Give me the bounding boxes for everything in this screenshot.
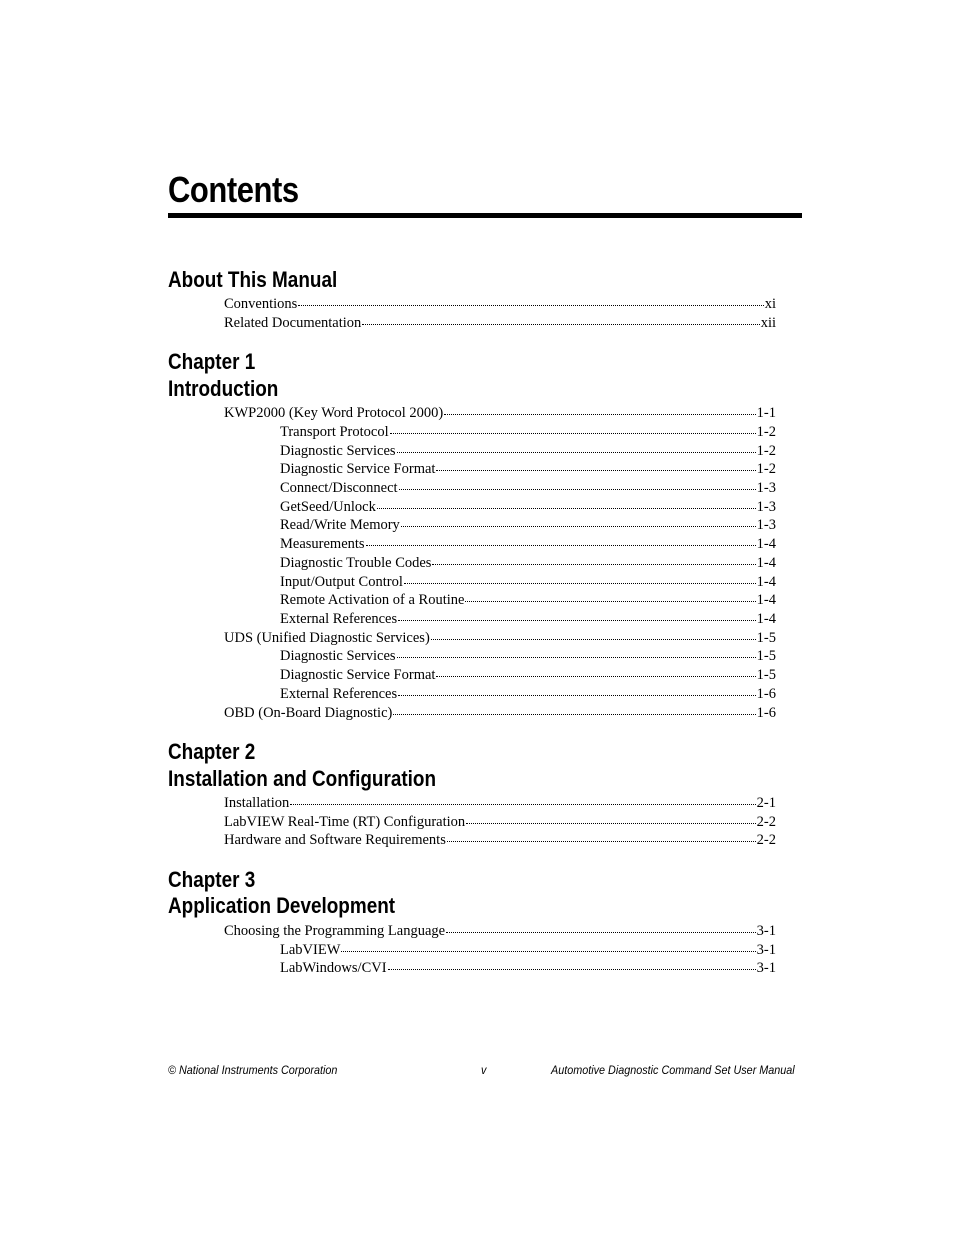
dot-leader — [398, 610, 756, 621]
toc-entry-title: LabVIEW Real-Time (RT) Configuration — [224, 814, 466, 830]
toc-entry-title: Measurements — [280, 536, 365, 552]
dot-leader — [298, 295, 763, 306]
toc-entry-title: LabVIEW — [280, 942, 341, 958]
toc-entry[interactable] — [224, 813, 776, 831]
toc-entry-page: 1-4 — [756, 555, 776, 571]
toc-entry[interactable] — [224, 794, 776, 812]
toc-entry[interactable] — [280, 479, 776, 497]
footer-manual-title: Automotive Diagnostic Command Set User Manual — [551, 1063, 795, 1077]
dot-leader — [366, 535, 756, 546]
toc-entry[interactable] — [280, 442, 776, 460]
dot-leader — [436, 666, 755, 677]
toc-entry-page: xi — [764, 296, 776, 312]
toc-entry-title: Read/Write Memory — [280, 517, 400, 533]
dot-leader — [377, 498, 756, 509]
toc-entry-title: KWP2000 (Key Word Protocol 2000) — [224, 405, 444, 421]
toc-entry-title: Hardware and Software Requirements — [224, 832, 446, 848]
toc-entry-title: UDS (Unified Diagnostic Services) — [224, 630, 430, 646]
toc-entry[interactable] — [280, 498, 776, 516]
dot-leader — [447, 831, 756, 842]
page-title: Contents — [168, 169, 299, 210]
title-rule — [168, 213, 802, 218]
toc-entry[interactable] — [280, 959, 776, 977]
toc-entry-page: 3-1 — [756, 942, 776, 958]
toc-entry[interactable] — [224, 704, 776, 722]
toc-entry-page: 3-1 — [756, 960, 776, 976]
toc-entry-page: 1-2 — [756, 424, 776, 440]
toc-entry-page: 1-6 — [756, 705, 776, 721]
chapter-label-3: Chapter 3 — [168, 867, 256, 892]
section-heading-about-this-manual: About This Manual — [168, 267, 338, 292]
toc-entry-page: 1-5 — [756, 630, 776, 646]
toc-entry-page: 1-3 — [756, 480, 776, 496]
dot-leader — [397, 442, 756, 453]
toc-entry[interactable] — [280, 423, 776, 441]
footer-copyright: © National Instruments Corporation — [168, 1063, 338, 1077]
footer-page-number: v — [481, 1063, 487, 1077]
toc-entry-title: Diagnostic Service Format — [280, 461, 436, 477]
toc-entry-page: 1-1 — [756, 405, 776, 421]
dot-leader — [444, 404, 755, 415]
toc-entry-page: 1-4 — [756, 592, 776, 608]
chapter-label-1: Chapter 1 — [168, 349, 256, 374]
chapter-label-2: Chapter 2 — [168, 739, 256, 764]
toc-entry-page: 2-2 — [756, 814, 776, 830]
toc-entry[interactable] — [280, 460, 776, 478]
dot-leader — [393, 704, 755, 715]
dot-leader — [401, 516, 756, 527]
toc-entry-title: Diagnostic Services — [280, 443, 396, 459]
chapter-title-application: Application Development — [168, 893, 396, 918]
toc-entry-title: OBD (On-Board Diagnostic) — [224, 705, 393, 721]
dot-leader — [397, 647, 756, 658]
toc-entry-page: 3-1 — [756, 923, 776, 939]
toc-entry[interactable] — [280, 591, 776, 609]
toc-entry[interactable] — [224, 831, 776, 849]
toc-entry-title: GetSeed/Unlock — [280, 499, 376, 515]
dot-leader — [399, 479, 756, 490]
dot-leader — [466, 813, 756, 824]
toc-entry-page: 1-3 — [756, 517, 776, 533]
toc-entry[interactable] — [280, 554, 776, 572]
toc-entry-title: External References — [280, 686, 398, 702]
dot-leader — [390, 423, 756, 434]
toc-entry-title: Connect/Disconnect — [280, 480, 398, 496]
dot-leader — [404, 573, 756, 584]
dot-leader — [465, 591, 755, 602]
dot-leader — [362, 314, 759, 325]
toc-entry[interactable] — [280, 573, 776, 591]
toc-entry-page: 1-5 — [756, 667, 776, 683]
toc-entry-page: 1-4 — [756, 574, 776, 590]
toc-entry[interactable] — [224, 314, 776, 332]
toc-entry-page: 1-2 — [756, 443, 776, 459]
toc-entry-page: 2-2 — [756, 832, 776, 848]
toc-entry-page: 1-2 — [756, 461, 776, 477]
toc-entry-page: 1-3 — [756, 499, 776, 515]
toc-entry-title: Choosing the Programming Language — [224, 923, 446, 939]
toc-entry[interactable] — [280, 647, 776, 665]
toc-entry-title: Input/Output Control — [280, 574, 403, 590]
dot-leader — [388, 959, 756, 970]
toc-entry-page: 1-6 — [756, 686, 776, 702]
toc-entry-page: 1-5 — [756, 648, 776, 664]
toc-entry[interactable] — [224, 295, 776, 313]
dot-leader — [341, 941, 755, 952]
dot-leader — [446, 922, 756, 933]
dot-leader — [290, 794, 755, 805]
toc-entry-title: Related Documentation — [224, 315, 362, 331]
toc-entry-title: Conventions — [224, 296, 298, 312]
toc-entry-page: 2-1 — [756, 795, 776, 811]
toc-entry[interactable] — [224, 404, 776, 422]
toc-entry-title: Transport Protocol — [280, 424, 389, 440]
toc-entry[interactable] — [280, 535, 776, 553]
toc-entry[interactable] — [224, 629, 776, 647]
toc-entry-title: Diagnostic Trouble Codes — [280, 555, 432, 571]
toc-entry-title: External References — [280, 611, 398, 627]
toc-entry-page: 1-4 — [756, 611, 776, 627]
toc-entry[interactable] — [280, 610, 776, 628]
dot-leader — [398, 685, 756, 696]
chapter-title-installation: Installation and Configuration — [168, 766, 437, 791]
dot-leader — [431, 629, 756, 640]
chapter-title-introduction: Introduction — [168, 376, 279, 401]
toc-entry-title: Diagnostic Service Format — [280, 667, 436, 683]
toc-entry[interactable] — [280, 666, 776, 684]
toc-entry[interactable] — [224, 922, 776, 940]
dot-leader — [436, 460, 755, 471]
toc-entry-title: Installation — [224, 795, 290, 811]
toc-entry[interactable] — [280, 685, 776, 703]
toc-entry-title: Remote Activation of a Routine — [280, 592, 465, 608]
toc-entry-page: xii — [760, 315, 776, 331]
toc-entry-title: Diagnostic Services — [280, 648, 396, 664]
toc-entry-page: 1-4 — [756, 536, 776, 552]
toc-entry[interactable] — [280, 941, 776, 959]
toc-entry-title: LabWindows/CVI — [280, 960, 387, 976]
dot-leader — [432, 554, 755, 565]
toc-entry[interactable] — [280, 516, 776, 534]
